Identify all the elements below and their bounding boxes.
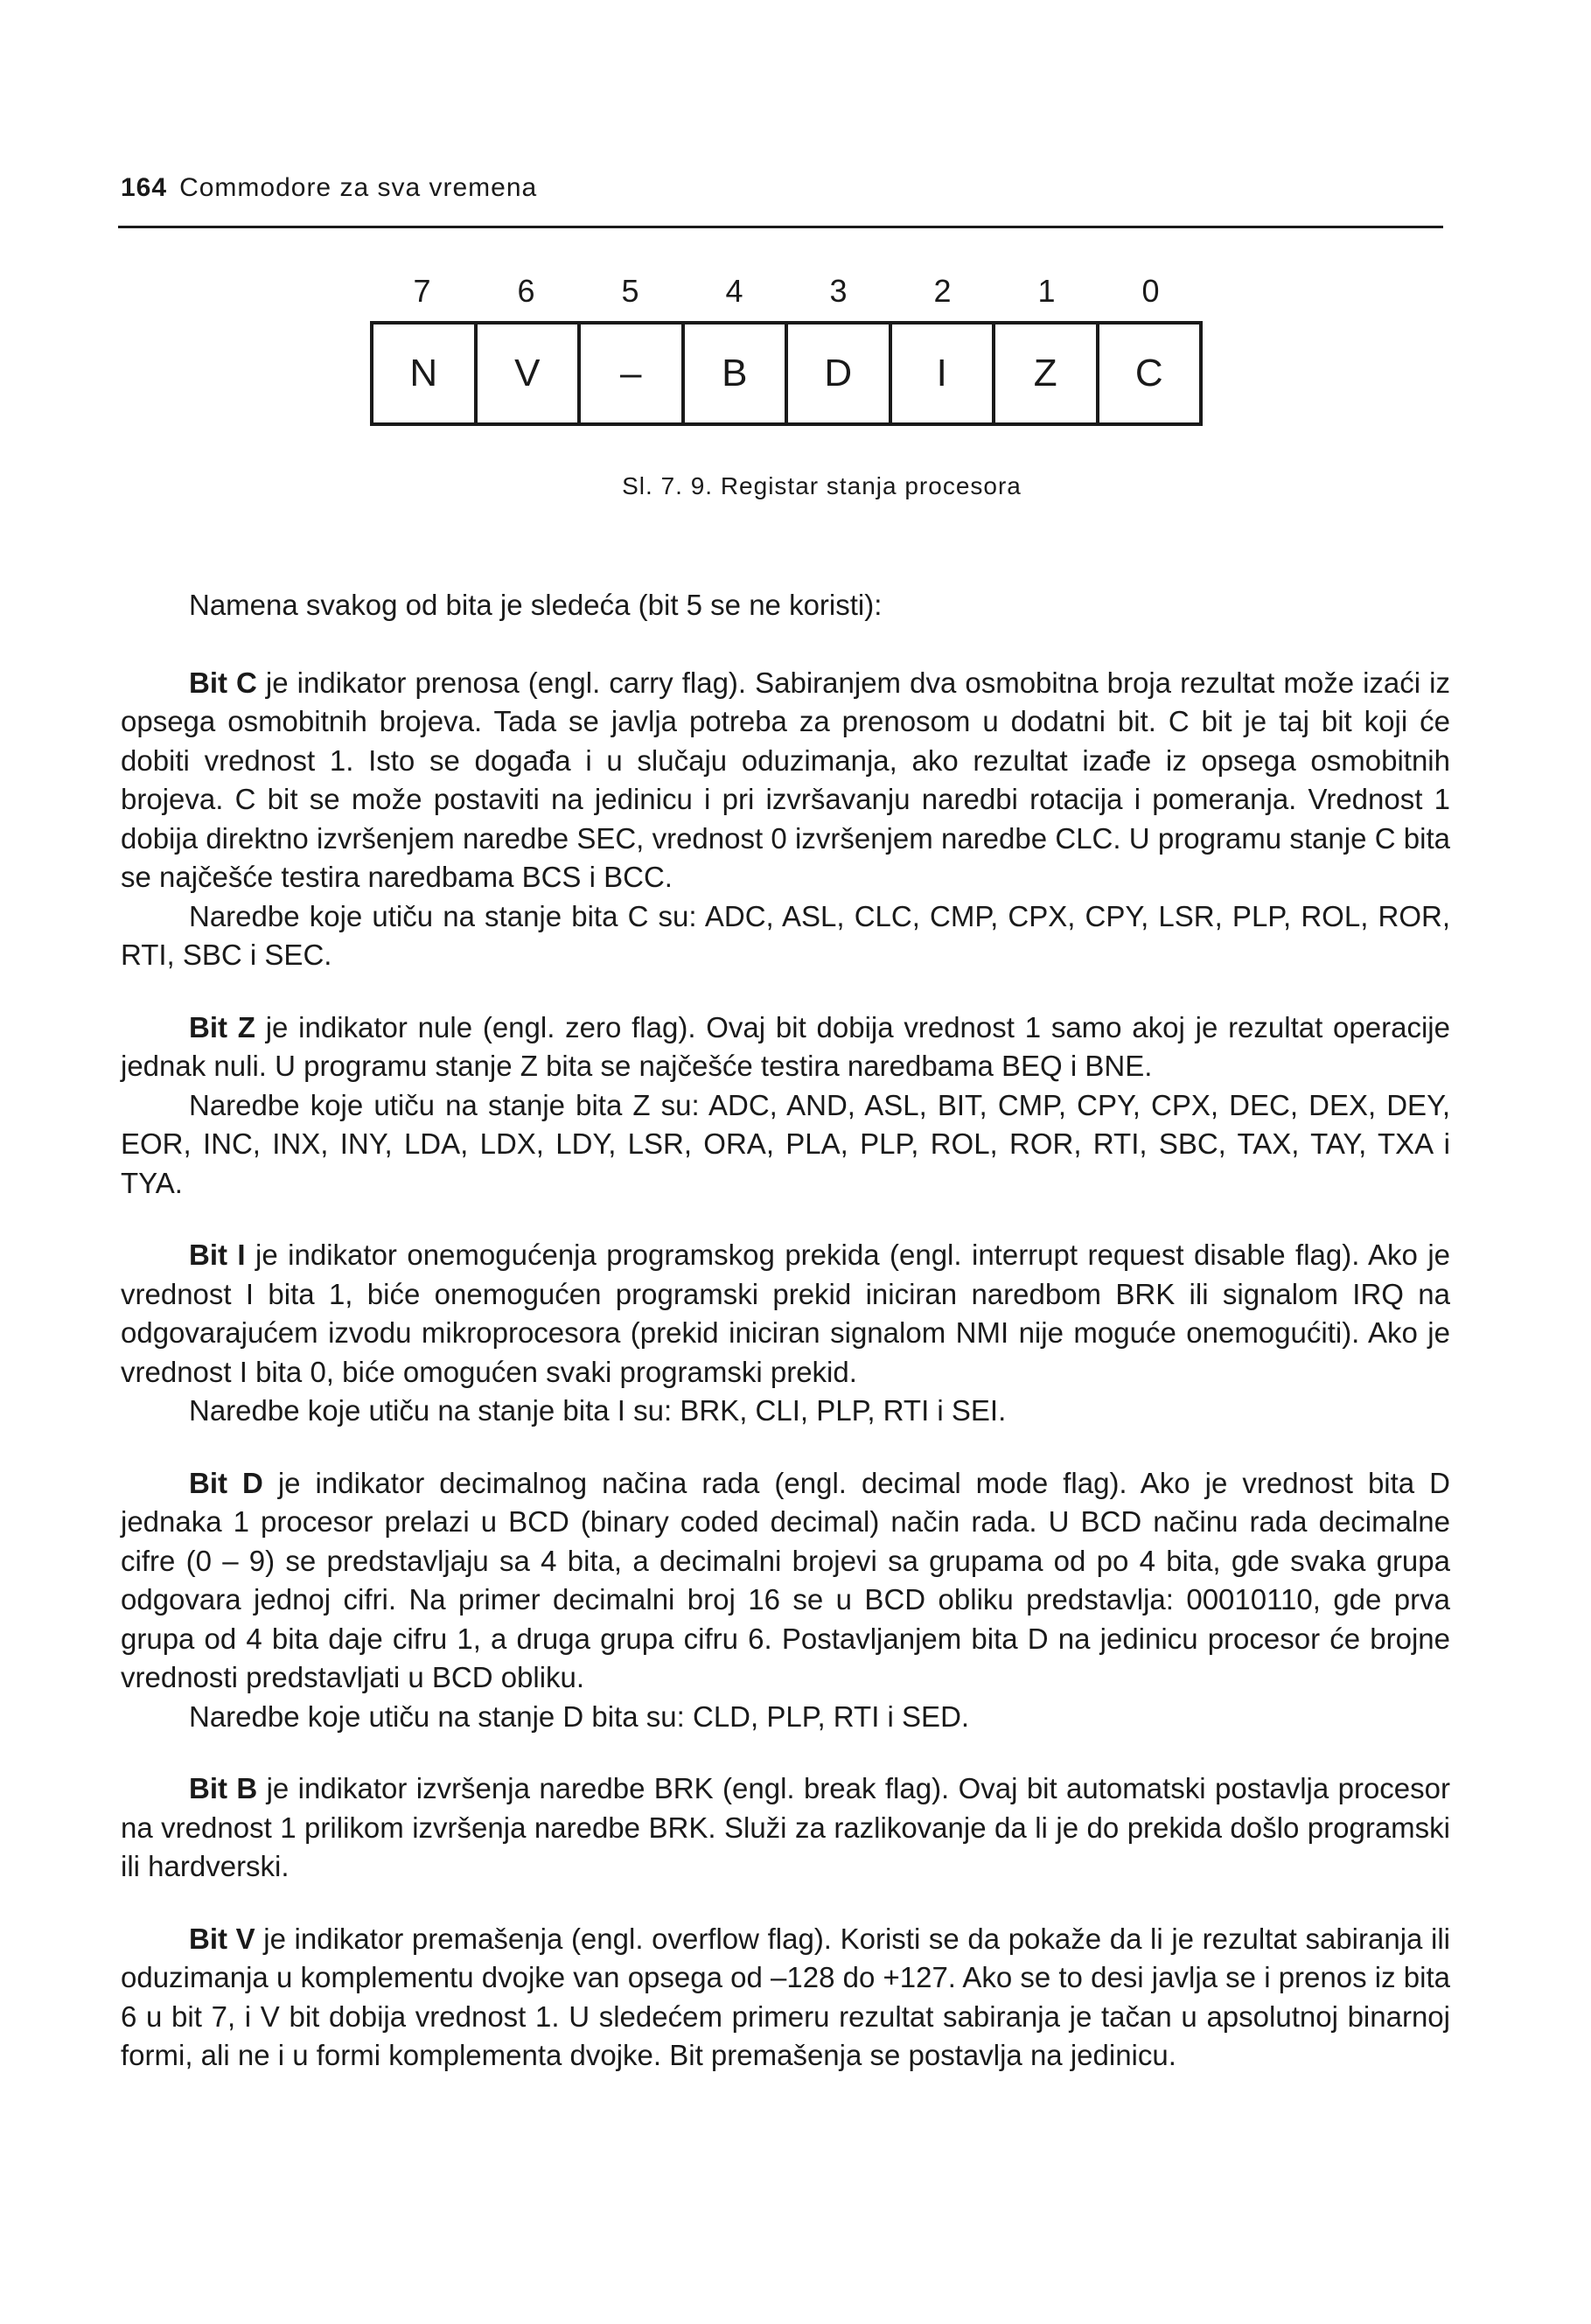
flag-cell-n: N [373, 325, 478, 422]
bit-c-instructions: Naredbe koje utiču na stanje bita C su: ADC, ASL, CLC, CMP, CPX, CPY, LSR, PLP, ROL, ROR, RTI, SBC i SEC. [121, 899, 1450, 971]
intro-paragraph: Namena svakog od bita je sledeća (bit 5 se ne koristi): [189, 589, 883, 621]
bit-number-row [370, 273, 1203, 311]
bit-c-text: je indikator prenosa (engl. carry flag). Sabiranjem dva osmobitna broja rezultat može izaći iz opsega osmobitnih brojeva. Tada se javlja potreba za prenosom u dodatni bit. C bit je taj bit koji će dobiti vrednost 1. Isto se događa i u slučaju oduzimanja, ako rezultat izađe iz opsega osmobitnih brojeva. C bit se može postaviti na jedinicu i pri izvršavanju naredbi rotacija i pomeranja. Vrednost 1 dobija direktno izvršenjem naredbe SEC, vrednost 0 izvršenjem naredbe CLC. U programu stanje C bita se najčešće testira naredbama BCS i BCC. [121, 666, 1450, 893]
bit-number-6: 6 [517, 273, 535, 309]
bit-v-text: je indikator premašenja (engl. overflow flag). Koristi se da pokaže da li je rezultat sabiranja ili oduzimanja u komplementu dvojke van opsega od –128 do +127. Ako se to desi javlja se i prenos iz bita 6 u bit 7, i V bit dobija vrednost 1. U sledećem primeru rezultat sabiranja je tačan u apsolutnoj binarnoj formi, ali ne i u formi komplementa dvojke. Bit premašenja se postavlja na jedinicu. [121, 1922, 1451, 2071]
body-text [121, 586, 1450, 2076]
flag-cell-i: I [892, 325, 996, 422]
bit-v-label: Bit V [189, 1922, 255, 1955]
running-title: Commodore za sva vremena [179, 173, 538, 202]
bit-number-4: 4 [725, 273, 743, 309]
bit-d-label: Bit D [189, 1466, 263, 1499]
bit-i-label: Bit I [189, 1239, 246, 1271]
running-head [121, 173, 537, 203]
bit-i-paragraph [121, 1236, 1450, 1392]
bit-i-instructions: Naredbe koje utiču na stanje bita I su: BRK, CLI, PLP, RTI i SEI. [189, 1394, 1007, 1427]
bit-b-label: Bit B [189, 1772, 258, 1804]
flag-cell-unused: – [581, 325, 685, 422]
bit-b-paragraph [121, 1769, 1450, 1887]
bit-number-7: 7 [413, 273, 431, 309]
bit-number-1: 1 [1037, 273, 1056, 309]
bit-number-2: 2 [933, 273, 952, 309]
bit-c-paragraph [121, 664, 1450, 897]
page-number: 164 [121, 173, 168, 202]
bit-b-text: je indikator izvršenja naredbe BRK (engl. break flag). Ovaj bit automatski postavlja procesor na vrednost 1 prilikom izvršenja naredbe BRK. Služi za razlikovanje da li je do prekida došlo programski ili hardverski. [121, 1772, 1450, 1882]
header-rule [118, 226, 1443, 228]
flag-cell-c: C [1134, 352, 1163, 394]
bit-z-instructions: Naredbe koje utiču na stanje bita Z su: ADC, AND, ASL, BIT, CMP, CPY, CPX, DEC, DEX, DEY, EOR, INC, INX, INY, LDA, LDX, LDY, LSR, ORA, PLA, PLP, ROL, ROR, RTI, SBC, TAX, TAY, TXA i TYA. [121, 1088, 1450, 1199]
bit-c-label: Bit C [189, 666, 257, 699]
bit-z-label: Bit Z [189, 1010, 255, 1043]
status-register-diagram [370, 321, 1203, 426]
figure-caption: Sl. 7. 9. Registar stanja procesora [622, 472, 1022, 499]
bit-v-paragraph [121, 1920, 1450, 2076]
bit-z-text: je indikator nule (engl. zero flag). Ovaj bit dobija vrednost 1 samo akoj je rezultat operacije jednak nuli. U programu stanje Z bita se najčešće testira naredbama BEQ i BNE. [121, 1010, 1450, 1082]
flag-cell-b: B [685, 325, 789, 422]
bit-d-text: je indikator decimalnog načina rada (engl. decimal mode flag). Ako je vrednost bita D jednaka 1 procesor prelazi u BCD (binary coded decimal) način rada. U BCD načinu rada decimalne cifre (0 – 9) se predstavljaju sa 4 bita, a decimalni brojevi sa grupama od po 4 bita, gde svaka grupa odgovara jednoj cifri. Na primer decimalni broj 16 se u BCD obliku predstavlja: 00010110, gde prva grupa od 4 bita daje cifru 1, a druga grupa cifru 6. Postavljanjem bita D na jedinicu procesor će brojne vrednosti predstavljati u BCD obliku. [121, 1466, 1450, 1693]
flag-cell-d: D [788, 325, 892, 422]
bit-d-paragraph [121, 1464, 1450, 1698]
bit-d-instructions: Naredbe koje utiču na stanje D bita su: CLD, PLP, RTI i SED. [189, 1699, 970, 1733]
bit-i-text: je indikator onemogućenja programskog prekida (engl. interrupt request disable flag). Ako je vrednost I bita 1, biće onemogućen programski prekid iniciran naredbom BRK ili signalom IRQ na odgovarajućem izvodu mikroprocesora (prekid iniciran signalom NMI nije moguće onemogućiti). Ako je vrednost I bita 0, biće omogućen svaki programski prekid. [121, 1239, 1450, 1388]
bit-number-0: 0 [1141, 273, 1160, 309]
flag-cell-v: V [478, 325, 582, 422]
flag-cell-z: Z [995, 325, 1099, 422]
bit-number-5: 5 [621, 273, 639, 309]
bit-number-3: 3 [829, 273, 848, 309]
bit-z-paragraph [121, 1008, 1450, 1086]
